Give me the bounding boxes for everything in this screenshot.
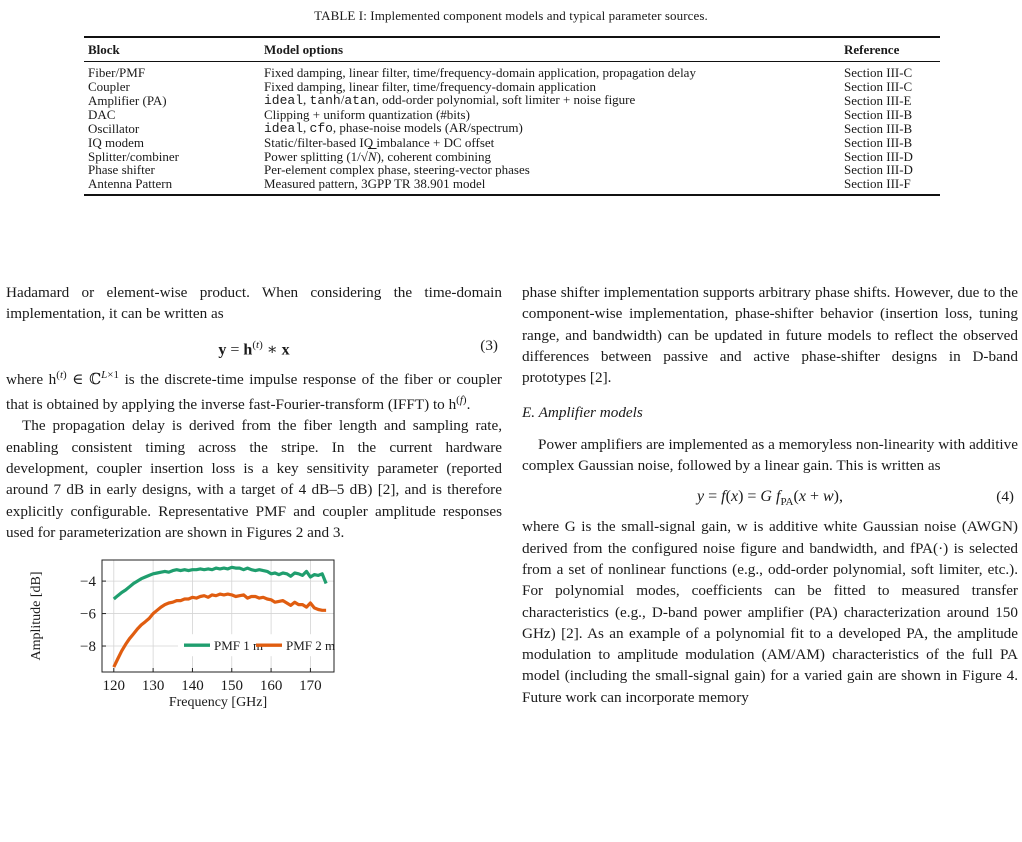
x-tick-label: 160 [259,678,283,694]
legend-label: PMF 1 m [214,638,264,654]
cell-model [260,93,840,108]
equation-4 [522,482,1018,512]
table-row [84,108,940,122]
cell-reference: Section III-B [844,134,913,150]
table-row [84,93,940,108]
cell-reference: Section III-F [840,177,940,196]
component-table [84,36,940,196]
cell-model: Fixed damping, linear filter, time/frequency-domain application, propagation delay [264,65,696,80]
table-caption: TABLE I: Implemented component models and typical parameter sources. [314,8,708,23]
paragraph: where $h^{(t)}$ ∈ ℂ$^{L\times 1}$ is the discrete-time impulse response of the fiber or coupler that is obtained by applying the inverse fast-Fourier-transform (IFFT) to $h^{(f)}$. [6,368,502,414]
cell-block: DAC [88,106,116,122]
paragraph: Hadamard or element-wise product. When considering the time-domain implementation, it can be written as [6,284,502,323]
cell-reference: Section III-B [844,120,913,136]
cell-block: Coupler [88,78,130,94]
cell-block: Antenna Pattern [84,177,260,196]
x-tick-label: 150 [220,678,244,694]
amplitude-chart [10,520,340,830]
table-row [84,177,940,196]
legend-label: PMF 2 m [286,638,336,654]
model-text: , odd-order polynomial, soft limiter + noise figure [375,92,636,108]
table-header-row [84,37,940,62]
separator: / [340,92,345,108]
code-tanh: tanh [309,93,341,109]
cell-block: Splitter/combiner [88,148,179,164]
cell-model [260,121,840,136]
paragraph: phase shifter implementation supports arbitrary phase shifts. However, due to the component-wise implementation, phase-shifter behavior (insertion loss, tuning range, and bandwidth) can be updated in future models to reflect the observed differences between passive and active phase-shifter designs in D-band prototypes [2]. [522,284,1018,387]
model-text: , phase-noise models (AR/spectrum) [332,120,523,136]
cell-reference: Section III-E [844,92,912,108]
cell-model: Clipping + uniform quantization (#bits) [264,106,470,122]
paragraph: The propagation delay is derived from the fiber length and sampling rate, enabling consistent timing across the stripe. In the current hardware development, coupler insertion loss is a key sensitivity parameter (reported around 7 dB in early designs, with a target of 4 dB–5 dB) [2], and is therefore explicitly configurable. Representative PMF and coupler amplitude responses used for parameterization are shown in Figures 2 and 3. [6,417,502,541]
cell-block: Fiber/PMF [88,65,146,80]
cell-reference: Section III-B [844,106,913,122]
cell-block: Amplifier (PA) [88,92,167,108]
cell-block: Phase shifter [88,162,155,178]
cell-model: Fixed damping, linear filter, time/frequency-domain application [264,78,596,94]
code-ideal: ideal [264,93,304,109]
y-axis-label: Amplitude [dB] [29,571,44,661]
model-text: ), coherent combining [376,148,492,164]
text: where h [6,370,57,388]
x-tick-label: 130 [141,678,165,694]
section-heading: E. Amplifier models [522,404,643,422]
y-tick-label: −4 [80,574,96,591]
text: . [466,396,471,414]
y-tick-label: −8 [80,639,96,656]
cell-model: Per-element complex phase, steering-vector phases [264,162,530,178]
x-tick-label: 120 [102,678,126,694]
cell-block: IQ modem [88,134,144,150]
cell-model: Static/filter-based IQ imbalance + DC offset [264,134,495,150]
equation-number: (4) [996,488,1014,506]
cell-reference: Section III-C [844,65,913,80]
equation-body: $y = h^{(t)}$ ∗ x [218,338,290,358]
equation-3 [6,331,502,361]
model-text: Power splitting (1/ [264,148,361,164]
cell-model: Measured pattern, 3GPP TR 38.901 model [260,177,840,196]
table-row [84,80,940,94]
right-column [522,282,1018,708]
text: ∈ ℂ [66,370,102,388]
equation-number: (3) [480,336,498,354]
cell-reference: Section III-D [844,162,913,178]
x-tick-label: 170 [299,678,322,694]
table-row [84,150,940,164]
table-row [84,163,940,177]
x-tick-label: 140 [181,678,204,694]
equation-body: y = f(x) = G $f_{PA}(x + w)$, [697,488,843,509]
cell-reference: Section III-C [844,78,913,94]
table-row [84,136,940,150]
y-tick-label: −6 [80,606,96,623]
separator: , [303,92,310,108]
sqrt-argument: N [367,148,377,164]
table-row [84,121,940,136]
table-row [84,62,940,80]
code-atan: atan [344,93,376,109]
header-reference: Reference [840,37,940,62]
separator: , [303,120,310,136]
sqrt-symbol: √ [360,148,368,164]
header-model-options: Model options [260,37,840,62]
code-cfo: cfo [309,121,333,137]
cell-model [260,150,840,164]
header-block: Block [84,37,260,62]
left-column [6,282,502,543]
paragraph: where G is the small-signal gain, w is additive white Gaussian noise (AWGN) derived from the configured noise figure and bandwidth, and fPA(·) is selected from a set of nonlinear functions (e.g., odd-order polynomial, soft limiter, etc.). For polynomial modes, coefficients can be fitted to measured transfer characteristics (e.g., D-band power amplifier (PA) characterization around 150 GHz) [2]. As an example of a polynomial fit to a developed PA, the amplitude modulation to amplitude modulation (AM/AM) characteristics of the full PA model (including the small-signal gain) for a varied gain are shown in Figure 4. Future work can incorporate memory [522,518,1018,706]
code-ideal: ideal [264,121,304,137]
cell-block: Oscillator [88,120,140,136]
paragraph: Power amplifiers are implemented as a memoryless non-linearity with additive complex Gaussian noise, followed by a linear gain. This is written as [522,435,1018,475]
x-axis-label: Frequency [GHz] [168,695,268,710]
cell-reference: Section III-D [844,148,913,164]
text: is the discrete-time impulse response of the fiber or coupler that is obtained by applying the inverse fast-Fourier-transform (IFFT) to h [6,370,502,414]
